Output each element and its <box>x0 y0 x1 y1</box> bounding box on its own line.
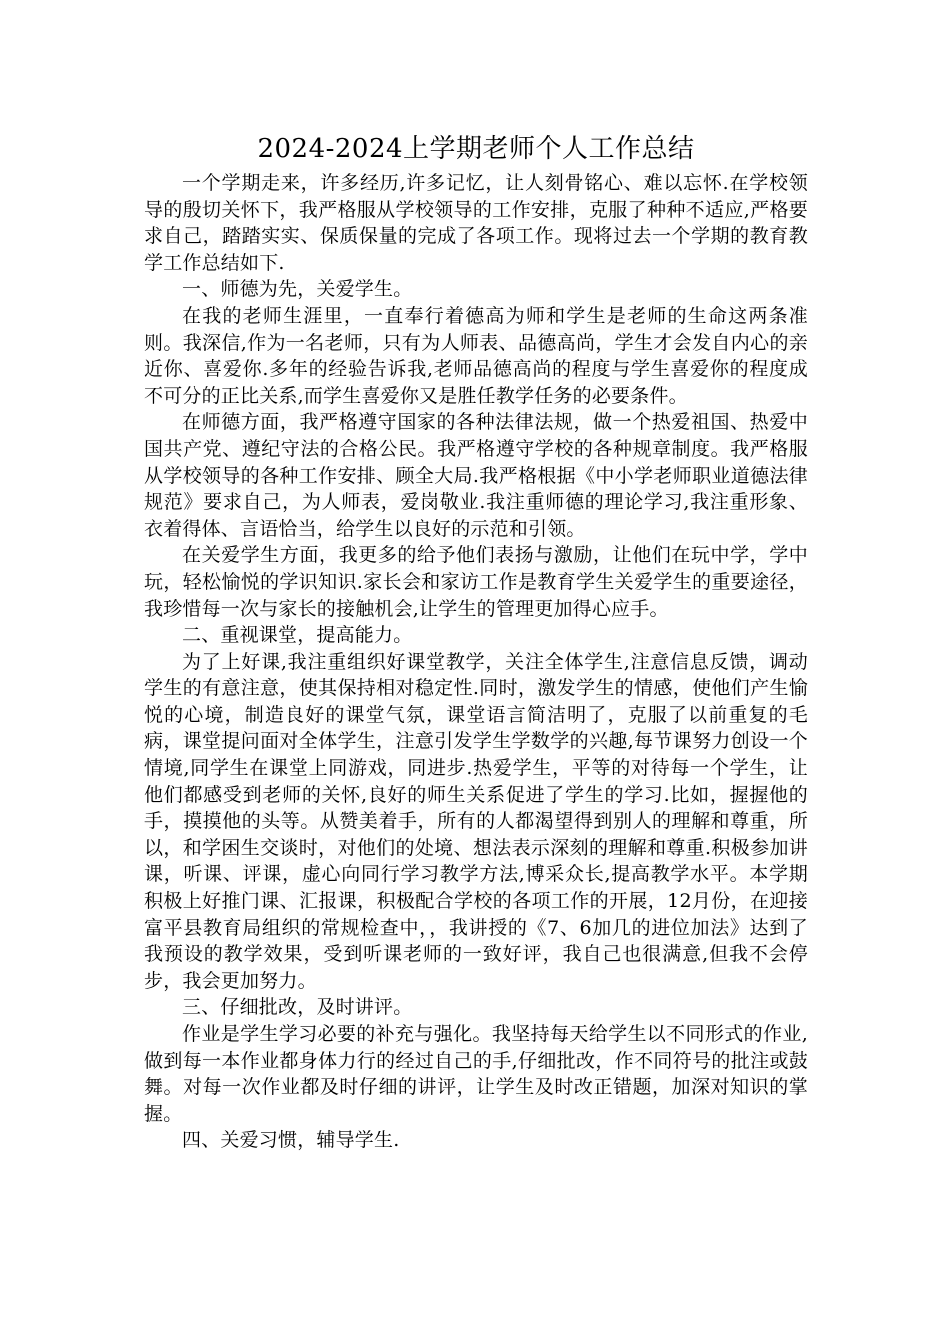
body-paragraph: 在关爱学生方面，我更多的给予他们表扬与激励，让他们在玩中学，学中玩，轻松愉悦的学识知识.家长会和家访工作是教育学生关爱学生的重要途径，我珍惜每一次与家长的接触机会,让学生的管理更加得心应手。 <box>144 544 808 620</box>
document-page <box>144 130 808 1154</box>
body-paragraph: 为了上好课,我注重组织好课堂教学，关注全体学生,注意信息反馈，调动学生的有意注意，使其保持相对稳定性.同时，激发学生的情感，使他们产生愉悦的心境，制造良好的课堂气氛，课堂语言简洁明了，克服了以前重复的毛病，课堂提问面对全体学生，注意引发学生学数学的兴趣,每节课努力创设一个情境,同学生在课堂上同游戏，同进步.热爱学生，平等的对待每一个学生，让他们都感受到老师的关怀,良好的师生关系促进了学生的学习.比如，握握他的手，摸摸他的头等。从赞美着手，所有的人都渴望得到别人的理解和尊重，所以，和学困生交谈时，对他们的处境、想法表示深刻的理解和尊重.积极参加讲课，听课、评课，虚心向同行学习教学方法,博采众长,提高教学水平。本学期积极上好推门课、汇报课，积极配合学校的各项工作的开展，12月份，在迎接富平县教育局组织的常规检查中，，我讲授的《7、6加几的进位加法》达到了我预设的教学效果，受到听课老师的一致好评，我自己也很满意,但我不会停步，我会更加努力。 <box>144 650 808 992</box>
intro-paragraph: 一个学期走来，许多经历,许多记忆，让人刻骨铭心、难以忘怀.在学校领导的殷切关怀下，我严格服从学校领导的工作安排，克服了种种不适应,严格要求自己，踏踏实实、保质保量的完成了各项工作。现将过去一个学期的教育教学工作总结如下. <box>144 172 808 274</box>
section-heading-4: 四、关爱习惯，辅导学生. <box>182 1129 400 1152</box>
section-heading-3: 三、仔细批改，及时讲评。 <box>182 996 413 1019</box>
body-paragraph: 在我的老师生涯里，一直奉行着德高为师和学生是老师的生命这两条准则。我深信,作为一名老师，只有为人师表、品德高尚，学生才会发自内心的亲近你、喜爱你.多年的经验告诉我,老师品德高尚的程度与学生喜爱你的程度成不可分的正比关系,而学生喜爱你又是胜任教学任务的必要条件。 <box>144 304 808 407</box>
section-heading-2: 二、重视课堂，提高能力。 <box>182 624 413 647</box>
document-title: 2024-2024上学期老师个人工作总结 <box>257 134 695 164</box>
body-paragraph: 作业是学生学习必要的补充与强化。我坚持每天给学生以不同形式的作业,做到每一本作业都身体力行的经过自己的手,仔细批改，作不同符号的批注或鼓舞。对每一次作业都及时仔细的讲评，让学生及时改正错题，加深对知识的掌握。 <box>144 1023 808 1125</box>
section-heading-1: 一、师德为先，关爱学生。 <box>182 278 413 301</box>
body-paragraph: 在师德方面，我严格遵守国家的各种法律法规，做一个热爱祖国、热爱中国共产党、遵纪守法的合格公民。我严格遵守学校的各种规章制度。我严格服从学校领导的各种工作安排、顾全大局.我严格根据《中小学老师职业道德法律规范》要求自己，为人师表，爱岗敬业.我注重师德的理论学习,我注重形象、衣着得体、言语恰当，给学生以良好的示范和引领。 <box>144 411 808 540</box>
